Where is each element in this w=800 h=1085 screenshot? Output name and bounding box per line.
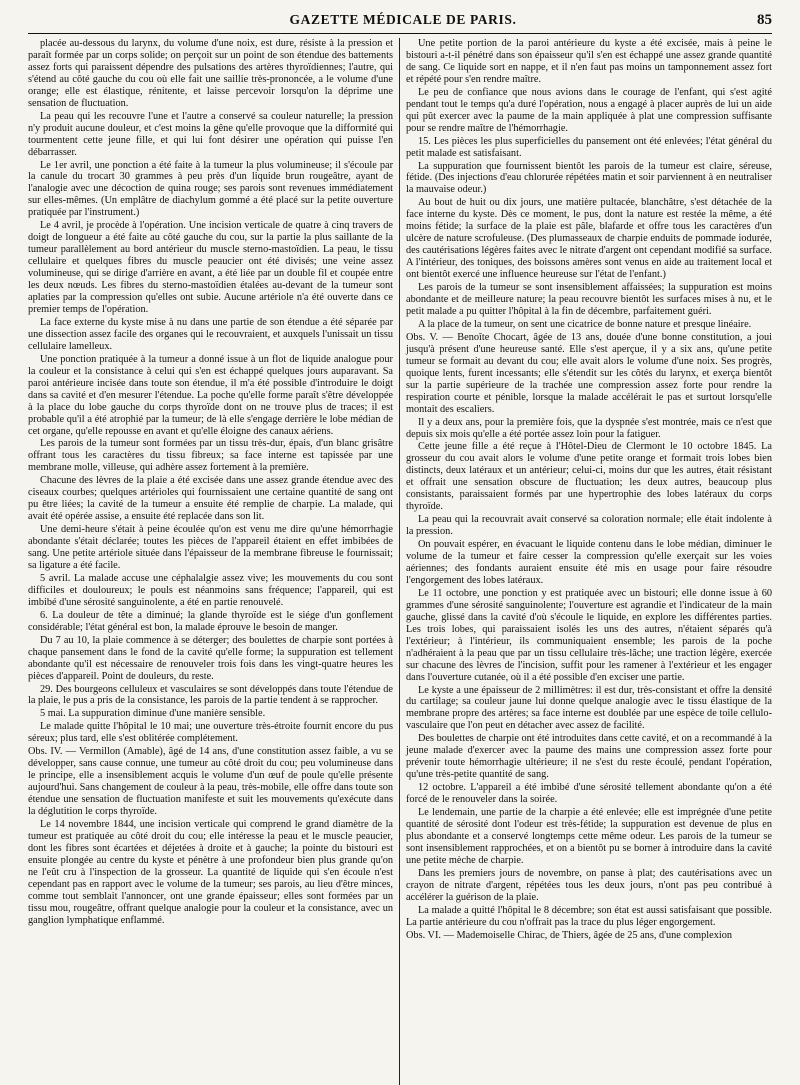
paragraph: Les parois de la tumeur se sont insensiblement affaissées; la suppuration est moins abondante et de meilleure nature; la peau recouvre bientôt les surfaces mises à nu, et le petit malade a pu quitter l'hôpital à la fin de décembre, parfaitement guéri. [406, 282, 772, 317]
paragraph: A la place de la tumeur, on sent une cicatrice de bonne nature et presque linéaire. [418, 318, 752, 330]
paragraph: Le 11 octobre, une ponction y est pratiquée avec un bistouri; elle donne issue à 60 grammes d'une sérosité sanguinolente; l'ouverture est agrandie et l'indicateur de la main gauche, glissé dans la cavité d'où s'écoule le liquide, en explore les différentes parties. Les trois lobes, qui paraissaient isolés les uns des autres, n'étaient séparés qu'à l'extérieur; à l'intérieur, ils communiquaient ensemble; les parois de la poche n'adhéraient à la peau que par un tissu cellulaire très-lâche; une traction légère, exercée sur chacune des lèvres de l'incision, suffit pour les ramener à l'extérieur et les engager dans l'ouverture cutanée, où il a été possible d'en exciser une partie. [406, 587, 772, 683]
paragraph: Le 4 avril, je procède à l'opération. Une incision verticale de quatre à cinq travers de doigt de longueur a été faite au côté gauche du cou, sur la partie la plus saillante de la tumeur parallèlement au bord antérieur du muscle sterno-mastoïdien. La peau, le tissu cellulaire et quelques fibres du muscle peaucier ont été divisés; une veine assez volumineuse, qui se dirige d'arrière en avant, a été liée par un double fil et coupée entre les deux nœuds. Les fibres du sterno-mastoïdien étalées au-devant de la tumeur sont aplaties par la compression qu'elles ont subie. Aucune artériole n'a été ouverte dans ce premier temps de l'opération. [28, 220, 393, 315]
paragraph: placée au-dessous du larynx, du volume d'une noix, est dure, résiste à la pression et paraît formée par un corps solide; on perçoit sur un point de son étendue des battements assez forts qui paraissent dépendre des pulsations des artères thyroïdiennes; l'autre, qui s'étend au côté gauche du cou où elle fait une saillie très-prononcée, a le volume d'une orange; elle est élastique, rénitente, et laisse percevoir lorsqu'on la déprime une sensation de fluctuation. [28, 38, 393, 109]
paragraph: Des boulettes de charpie ont été introduites dans cette cavité, et on a recommandé à la jeune malade d'exercer avec la paume des mains une compression assez forte pour prévenir toute hémorrhagie ultérieure; il ne s'est du reste écoulé, pendant l'opération, qu'une très-petite quantité de sang. [406, 733, 772, 781]
paragraph: 5 mai. La suppuration diminue d'une manière sensible. [40, 708, 266, 720]
paragraph: La suppuration que fournissent bientôt les parois de la tumeur est claire, séreuse, fétide. (Des injections d'eau chlorurée répétées matin et soir parviennent à en neutraliser la mauvaise odeur.) [406, 160, 772, 196]
paragraph: Chacune des lèvres de la plaie a été excisée dans une assez grande étendue avec des ciseaux courbes; quelques artérioles qui fournissaient une certaine quantité de sang ont pu être liées; la cavité de la tumeur a ensuite été remplie de charpie. La malade, qui avait été opérée assise, a ensuite été replacée dans son lit. [28, 475, 393, 523]
paragraph: Dans les premiers jours de novembre, on panse à plat; des cautérisations avec un crayon de nitrate d'argent, répétées tous les deux jours, n'ont pas peu contribué à accélérer la guérison de la plaie. [406, 867, 772, 903]
paragraph: 6. La douleur de tête a diminué; la glande thyroïde est le siége d'un gonflement considérable; l'état général est bon, la malade éprouve le besoin de manger. [28, 609, 393, 633]
paragraph: Les parois de la tumeur sont formées par un tissu très-dur, épais, d'un blanc grisâtre offrant tous les caractères du tissu fibreux; sa face interne est tapissée par une membrane molle, villeuse, qui adhère assez fortement à la première. [28, 438, 393, 474]
paragraph: Du 7 au 10, la plaie commence à se déterger; des boulettes de charpie sont portées à chaque pansement dans le fond de la cavité qu'elle forme; la suppuration est tellement abondante qu'il est nécessaire de renouveler trois fois dans les vingt-quatre heures les pièces d'appareil. Point de douleurs, du reste. [28, 634, 393, 682]
right-column [400, 38, 772, 1085]
left-column [28, 38, 400, 1085]
paragraph: La peau qui la recouvrait avait conservé sa coloration normale; elle était indolente à la pression. [406, 514, 772, 538]
paragraph: Le 14 novembre 1844, une incision verticale qui comprend le grand diamètre de la tumeur est pratiquée au côté droit du cou; elle intéresse la peau et le muscle peaucier, dont les fibres sont écartées et déjetées à droite et à gauche; la pointe du bistouri est ensuite plongée au centre du kyste et pénètre à une profondeur bien plus grande qu'on ne l'eût cru à l'inspection de la grosseur. La quantité de liquide qui s'en écoule n'est cependant pas en rapport avec le volume de la tumeur; ses parois, au lieu d'être minces, comme tout semblait l'annoncer, ont une grande épaisseur; elles sont formées par un tissu mou, rougeâtre, offrant quelque analogie pour la couleur et la consistance, avec un ganglion lymphatique enflammé. [28, 819, 393, 926]
text-columns [28, 38, 772, 1085]
paragraph: La malade a quitté l'hôpital le 8 décembre; son état est aussi satisfaisant que possible. La partie antérieure du cou n'offrait pas la trace du plus léger engorgement. [406, 904, 772, 928]
page-header [28, 12, 772, 34]
paragraph: Une ponction pratiquée à la tumeur a donné issue à un flot de liquide analogue pour la couleur et la consistance à celui qui s'en est échappé quelques jours auparavant. Sa paroi antérieure incisée dans toute son étendue, il m'a été possible d'introduire le doigt dans sa cavité et d'en mesurer l'étendue. La poche qu'elle forme paraît s'être développée à la place du lobe gauche du corps thyroïde dont on ne trouve plus de traces; il est probable qu'il a été atrophié par la tumeur; de là elle s'engage derrière le lobe médian de cet organe, qu'elle repousse en avant et qu'elle éloigne des canaux aériens. [28, 353, 393, 437]
paragraph: Obs. VI. — Mademoiselle Chirac, de Thiers, âgée de 25 ans, d'une complexion [406, 929, 733, 941]
paragraph: Le malade quitte l'hôpital le 10 mai; une ouverture très-étroite fournit encore du pus séreux; plus tard, elle s'est oblitérée complétement. [28, 721, 393, 745]
paragraph: Une petite portion de la paroi antérieure du kyste a été excisée, mais à peine le bistouri a-t-il pénétré dans son épaisseur qu'il s'en est échappé une assez grande quantité de sang. Ce liquide sort en nappe, et il n'en faut pas moins un tamponnement assez fort et répété pour s'en rendre maître. [406, 38, 772, 85]
paragraph: 29. Des bourgeons celluleux et vasculaires se sont développés dans toute l'étendue de la plaie, le pus a pris de la consistance, les parois de la partie tendent à se rapprocher. [28, 683, 393, 707]
paragraph: Une demi-heure s'était à peine écoulée qu'on est venu me dire qu'une hémorrhagie abondante s'était déclarée; toutes les pièces de l'appareil étaient en effet imbibées de sang. Une petite artériole située dans l'épaisseur de la membrane fibreuse le fournissait; sa ligature a été facile. [28, 524, 393, 571]
paragraph: Il y a deux ans, pour la première fois, que la dyspnée s'est montrée, mais ce n'est que depuis six mois qu'elle a été portée assez loin pour la fatiguer. [406, 416, 772, 440]
journal-title: GAZETTE MÉDICALE DE PARIS. [289, 12, 517, 27]
paragraph: Obs. IV. — Vermillon (Amable), âgé de 14 ans, d'une constitution assez faible, a vu se développer, sans cause connue, une tumeur au côté droit du cou; peu volumineuse dans le principe, elle a insensiblement acquis le volume d'un œuf de poule qu'elle présente aujourd'hui. Sans changement de couleur à la peau, très-mobile, elle offre dans toute son étendue une sensation de fluctuation manifeste et suit les mouvements qu'exécute dans la déglutition le corps thyroïde. [28, 746, 393, 818]
paragraph: 12 octobre. L'appareil a été imbibé d'une sérosité tellement abondante qu'on a été forcé de le renouveler dans la soirée. [406, 782, 772, 806]
paragraph: Le 1er avril, une ponction a été faite à la tumeur la plus volumineuse; il s'écoule par la canule du trocart 30 grammes à peu près d'un liquide brun rougeâtre, ayant de l'analogie avec une décoction de quina rouge; ses parois sont revenues immédiatement sur elles-mêmes. (Un emplâtre de diachylum gommé a été placé sur la petite ouverture pratiquée par l'instrument.) [28, 159, 393, 219]
paragraph: La face externe du kyste mise à nu dans une partie de son étendue a été séparée par une dissection assez facile des organes qui le recouvraient, et auxquels l'unissait un tissu cellulaire lamelleux. [28, 316, 393, 352]
paragraph: Le peu de confiance que nous avions dans le courage de l'enfant, qui s'est agité pendant tout le temps qu'a duré l'opération, nous a engagé à placer auprès de lui un aide qui pût exercer avec la paume de la main appliquée à plat une compression suffisante pour se rendre maître de l'hémorrhagie. [406, 86, 772, 134]
paragraph: La peau qui les recouvre l'une et l'autre a conservé sa couleur naturelle; la pression n'y produit aucune douleur, et c'est moins la gêne qu'elle provoque que la difformité qui tourmentent cette jeune fille, et qui lui font désirer une opération qui puisse l'en débarrasser. [28, 110, 393, 158]
page-number: 85 [757, 12, 772, 28]
paragraph: On pouvait espérer, en évacuant le liquide contenu dans le lobe médian, diminuer le volume de la tumeur et faire cesser la compression qu'elle exerçait sur les voies aériennes; des fondants auraient ensuite été mis en usage pour faire résoudre l'engorgement des lobes latéraux. [406, 539, 772, 586]
paragraph: Cette jeune fille a été reçue à l'Hôtel-Dieu de Clermont le 10 octobre 1845. La grosseur du cou avait alors le volume d'une petite orange et formait trois lobes bien distincts, deux latéraux et un antérieur; celui-ci, moins dur que les autres, était résistant et offrait une sensation obscure de fluctuation; les deux autres, beaucoup plus consistants, paraissaient formés par une hypertrophie des lobes latéraux du corps thyroïde. [406, 441, 772, 513]
paragraph: Le lendemain, une partie de la charpie a été enlevée; elle est imprégnée d'une petite quantité de sérosité dont l'odeur est très-fétide; la suppuration est devenue de plus en plus abondante et a conservé longtemps cette même odeur. Les parois de la tumeur se sont insensiblement rapprochées, et on a bientôt pu se borner à introduire dans la cavité une petite mèche de charpie. [406, 807, 772, 866]
paragraph: Obs. V. — Benoîte Chocart, âgée de 13 ans, douée d'une bonne constitution, a joui jusqu'à présent d'une heureuse santé. Elle s'est aperçue, il y a six ans, qu'une petite tumeur se formait au devant du cou; elle avait alors le volume d'une noix. Ses progrès, quoique lents, furent incessants; elle s'étendit sur les côtés du larynx, et exerça bientôt sur la partie supérieure de la trachée une compression assez forte pour rendre la respiration courte et pénible, lorsque la malade accélérait le pas et surtout lorsqu'elle montait des escaliers. [406, 331, 772, 415]
paragraph: 5 avril. La malade accuse une céphalalgie assez vive; les mouvements du cou sont difficiles et douloureux; le pouls est néanmoins sans fréquence; l'appareil, qui est imbibé d'une sérosité sanguinolente, a été en partie renouvelé. [28, 572, 393, 608]
paragraph: Au bout de huit ou dix jours, une matière pultacée, blanchâtre, s'est détachée de la face interne du kyste. Dès ce moment, le pus, dont la nature est restée la même, a été moins fétide; la surface de la plaie est pâle, blafarde et offre tous les caractères d'un ulcère de nature scrofuleuse. (Des plumasseaux de charpie enduits de pommade iodurée, des cautérisations légères faites avec le nitrate d'argent ont cependant modifié sa surface. A l'intérieur, des toniques, des boissons amères sont venus en aide au traitement local et ont bientôt exercé une influence heureuse sur l'état de l'enfant.) [406, 197, 772, 281]
paragraph: Le kyste a une épaisseur de 2 millimètres: il est dur, très-consistant et offre la densité du cartilage; sa couleur jaune lui donne quelque analogie avec le tissu élastique de la membrane propre des artères; sa face interne est doublée par une espèce de toile cellulo-vasculaire que l'on peut en détacher avec assez de facilité. [406, 684, 772, 732]
paragraph: 15. Les pièces les plus superficielles du pansement ont été enlevées; l'état général du petit malade est satisfaisant. [406, 135, 772, 159]
